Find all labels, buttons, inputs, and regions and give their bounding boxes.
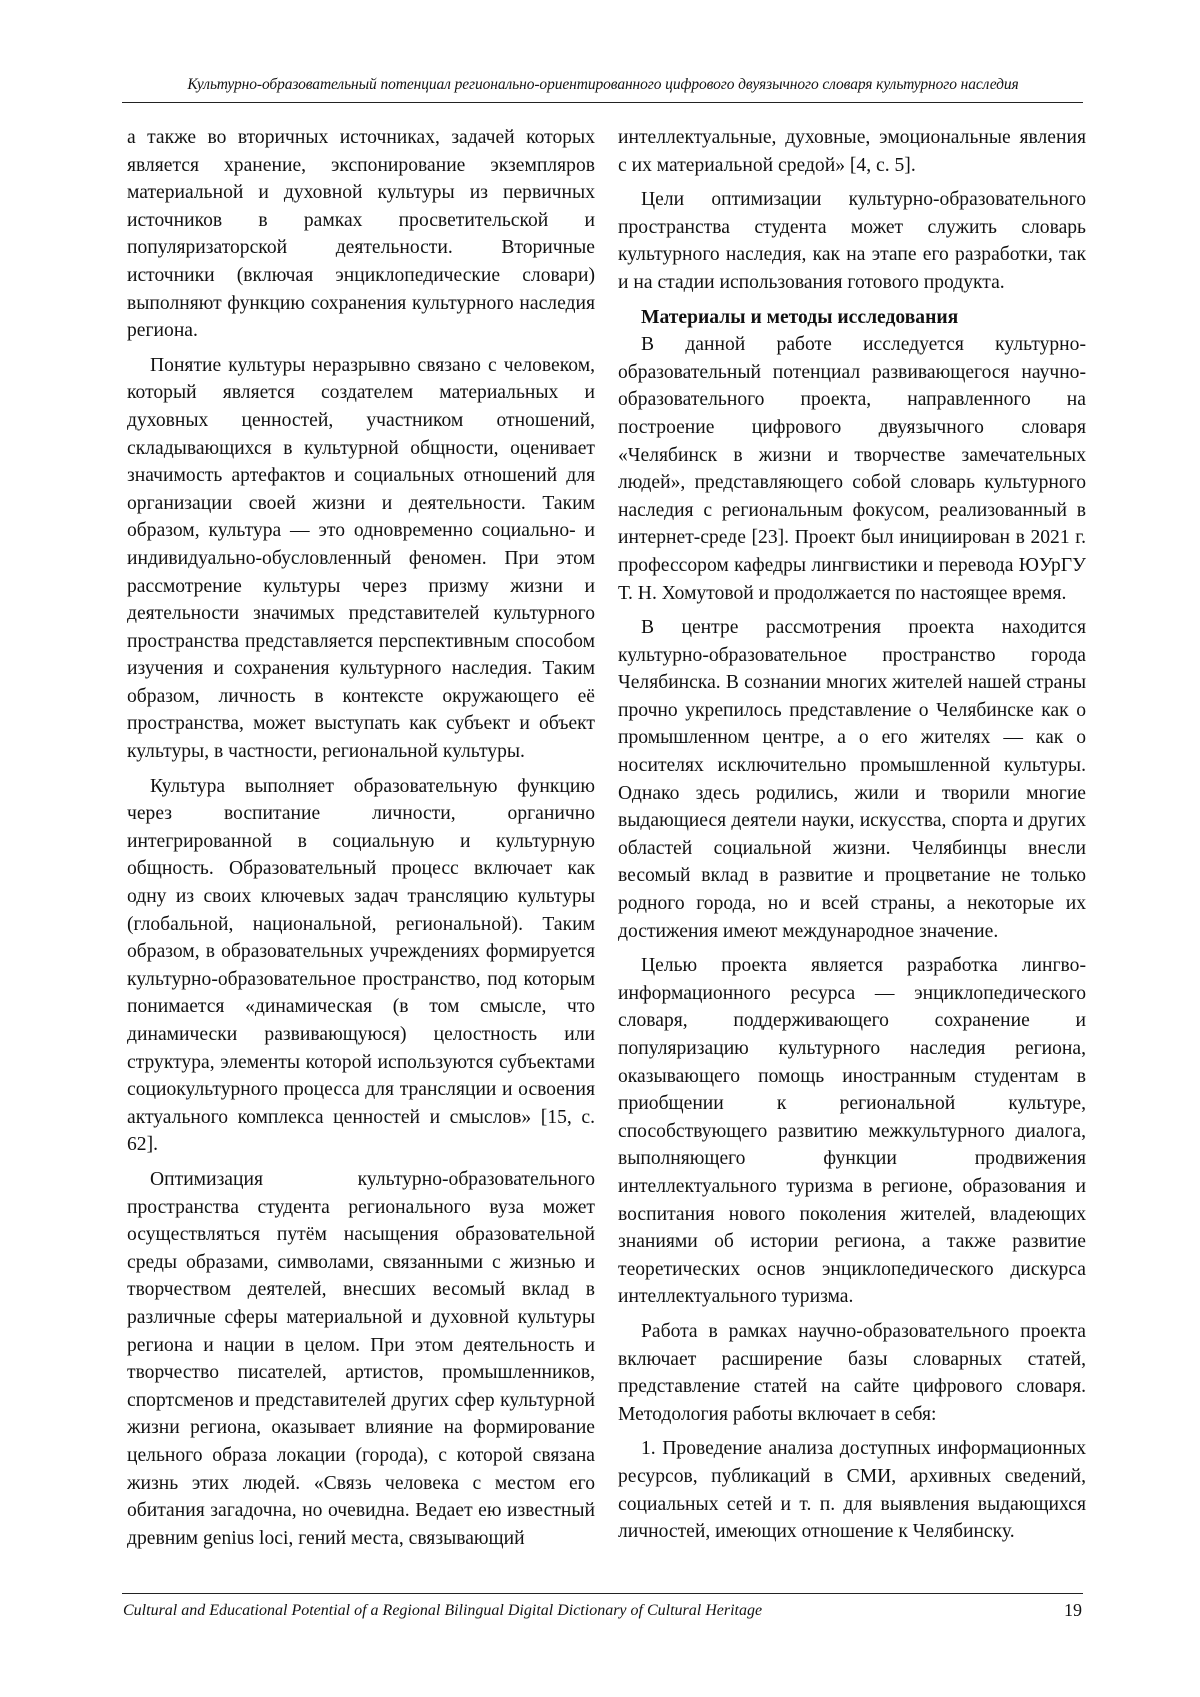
paragraph: Культура выполняет образовательную функцию через воспитание личности, органично интегрированной в социальную и культурную общность. Образовательный процесс включает как одну из своих ключевых задач трансляцию культуры (глобальной, национальной, региональной). Таким образом, в образовательных учреждениях формируется культурно-образовательное пространство, под которым понимается «динамическая (в том смысле, что динамически развивающуюся) целостность или структура, элементы которой используются субъектами социокультурного процесса для трансляции и освоения актуального комплекса ценностей и смыслов» [15, с. 62].	[127, 775, 595, 1156]
header-rule	[122, 102, 1083, 103]
running-header: Культурно-образовательный потенциал регионально-ориентированного цифрового двуязычного словаря культурного наследия	[187, 76, 1019, 93]
paragraph: Понятие культуры неразрывно связано с человеком, который является создателем материальных и духовных ценностей, участником отношений, складывающихся в культурной общности, оценивает значимость артефактов и социальных отношений для организации своей жизни и деятельности. Таким образом, культура — это одновременно социально- и индивидуально-обусловленный феномен. При этом рассмотрение культуры через призму жизни и деятельности значимых представителей культурного пространства представляется перспективным способом изучения и сохранения культурного наследия. Таким образом, личность в контексте окружающего её пространства, может выступать как субъект и объект культуры, в частности, региональной культуры.	[127, 354, 595, 763]
left-column	[127, 124, 595, 1559]
paragraph: а также во вторичных источниках, задачей которых является хранение, экспонирование экземпляров материальной и духовной культуры из первичных источников в рамках просветительской и популяризаторской деятельности. Вторичные источники (включая энциклопедические словари) выполняют функцию сохранения культурного наследия региона.	[127, 127, 595, 342]
paragraph: В центре рассмотрения проекта находится культурно-образовательное пространство города Челябинска. В сознании многих жителей нашей страны прочно укрепилось представление о Челябинске как о промышленном центре, а о его жителях — как о носителях исключительно промышленной культуры. Однако здесь родились, жили и творили многие выдающиеся деятели науки, искусства, спорта и других областей социальной жизни. Челябинцы внесли весомый вклад в развитие и процветание не только родного города, но и всей страны, а некоторые их достижения имеют международное значение.	[618, 617, 1086, 942]
right-column	[618, 124, 1086, 1553]
page-number: 19	[1064, 1600, 1082, 1620]
section-heading: Материалы и методы исследования	[641, 306, 959, 328]
paragraph: В данной работе исследуется культурно-образовательный потенциал развивающегося научно-образовательного проекта, направленного на построение цифрового двуязычного словаря «Челябинск в жизни и творчестве замечательных людей», представляющего собой словарь культурного наследия с региональным фокусом, реализованный в интернет-среде [23]. Проект был инициирован в 2021 г. профессором кафедры лингвистики и перевода ЮУрГУ Т. Н. Хомутовой и продолжается по настоящее время.	[618, 334, 1086, 604]
paragraph: Целью проекта является разработка лингво-информационного ресурса — энциклопедического словаря, поддерживающего сохранение и популяризацию культурного наследия региона, оказывающего помощь иностранным студентам в приобщении к региональной культуре, способствующего развитию межкультурного диалога, выполняющего функции продвижения интеллектуального туризма в регионе, образования и воспитания нового поколения жителей, владеющих знаниями об истории региона, а также развитие теоретических основ энциклопедического дискурса интеллектуального туризма.	[618, 955, 1086, 1308]
running-footer: Cultural and Educational Potential of a Regional Bilingual Digital Dictionary of Cultural Heritage	[123, 1602, 763, 1619]
paragraph: Работа в рамках научно-образовательного проекта включает расширение базы словарных статей, представление статей на сайте цифрового словаря. Методология работы включает в себя:	[618, 1320, 1086, 1425]
paragraph: интеллектуальные, духовные, эмоциональные явления с их материальной средой» [4, с. 5].	[618, 127, 1086, 176]
list-item: 1. Проведение анализа доступных информационных ресурсов, публикаций в СМИ, архивных сведений, социальных сетей и т. п. для выявления выдающихся личностей, имеющих отношение к Челябинску.	[618, 1438, 1086, 1543]
footer-rule	[122, 1593, 1083, 1594]
paragraph: Цели оптимизации культурно-образовательного пространства студента может служить словарь культурного наследия, как на этапе его разработки, так и на стадии использования готового продукта.	[618, 189, 1086, 293]
paragraph: Оптимизация культурно-образовательного пространства студента регионального вуза может осуществляться путём насыщения образовательной среды образами, символами, связанными с жизнью и творчеством деятелей, внесших весомый вклад в различные сферы материальной и духовной культуры региона и нации в целом. При этом деятельность и творчество писателей, артистов, промышленников, спортсменов и представителей других сфер культурной жизни региона, оказывает влияние на формирование цельного образа локации (города), с которой связана жизнь этих людей. «Связь человека с местом его обитания загадочна, но очевидна. Ведает ею известный древним genius loci, гений места, связывающий	[127, 1168, 595, 1549]
